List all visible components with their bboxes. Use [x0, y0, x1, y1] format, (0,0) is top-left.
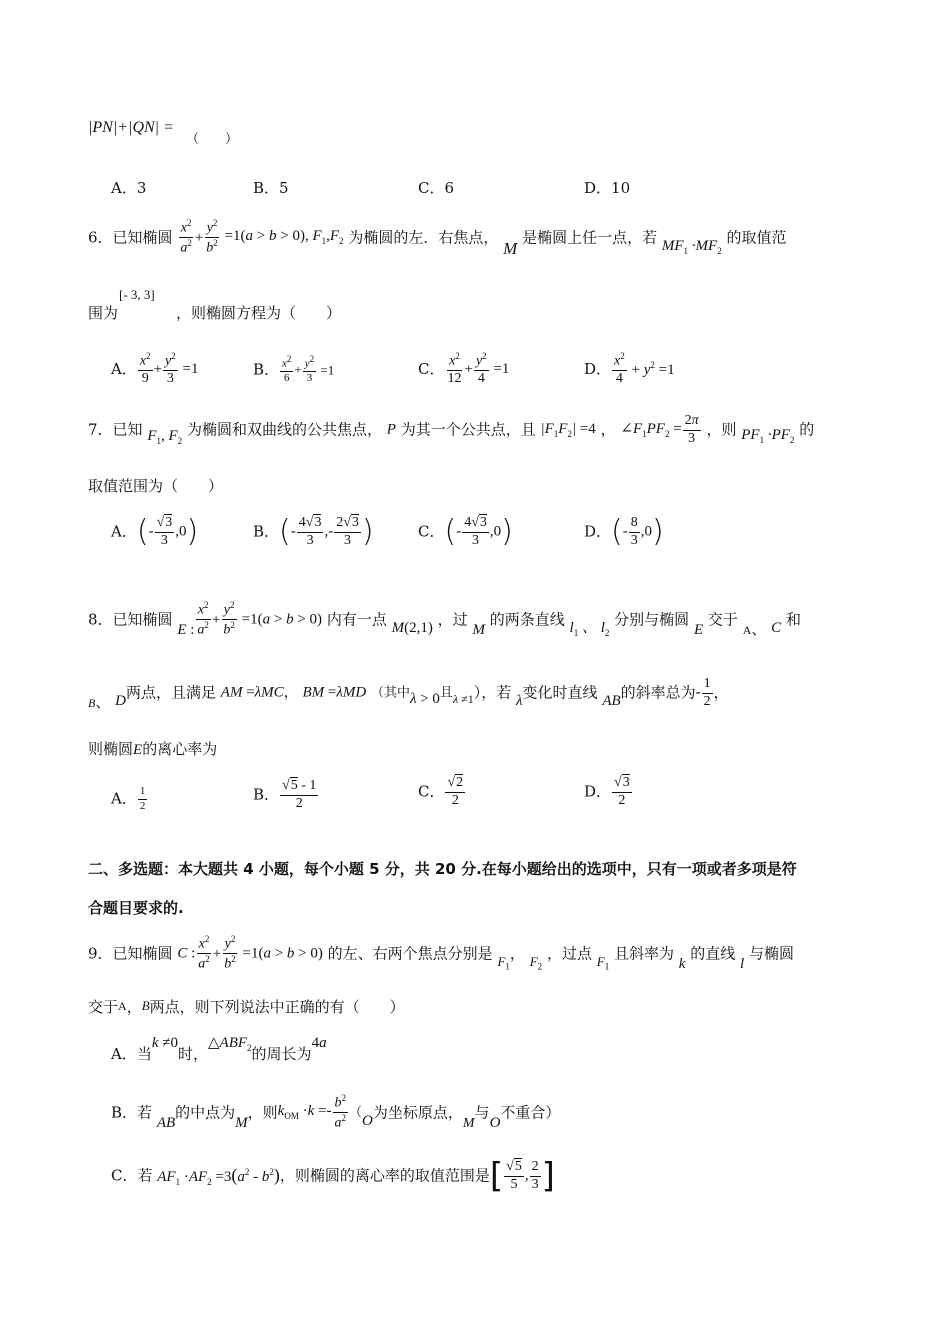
- q6-option-d: D． $\frac{x^2}{4}$ + $y^2 =1$: [584, 351, 675, 387]
- q8-stem-line1: 8．已知椭圆 E : $\frac{x^2}{a^2}$ + $\frac{y^2}{b^2}$ =1(a > b > 0) 内有一点 M(2,1) ，过 M 的两条直线 $l_1$ 、 $l_2$ 分别与椭圆 E 交于 $_A$、 C 和: [88, 600, 801, 638]
- q8-option-b: B． $\frac{√5 - 1}{2}$: [253, 778, 317, 811]
- q7-stem-line1: 7．已知 $F_1$, $F_2$ 为椭圆和双曲线的公共焦点， P 为其一个公共点，且 $|F_1F_2| =4$ ， $\angle F_1PF_2$ = $\frac{2\pi}{3}$ ，则 $PF_1 \cdot PF_2$ 的: [88, 413, 815, 447]
- q5-expression: |PN|+|QN| =: [88, 119, 174, 136]
- q5-option-b: B．5: [253, 179, 289, 197]
- q5-option-c: C．6: [418, 179, 455, 197]
- q7-stem-line2: 取值范围为（ ）: [88, 477, 224, 495]
- q9-option-a: A．当k ≠0时，$\triangle ABF_2$的周长为4a: [111, 1035, 327, 1063]
- q6-stem-line1: 6．已知椭圆 $\frac{x^2}{a^2}$ + $\frac{y^2}{b^2}$ =1(a > b > 0), $F_1,F_2$ 为椭圆的左．右焦点， M 是椭圆上任一点，若 $MF_1 \cdot MF_2$ 的取值范: [88, 218, 787, 258]
- q7-option-d: D．(- $\frac{8}{3}$ ,0): [584, 514, 664, 550]
- q6-text-5: ，则椭圆方程为（ ）: [176, 304, 342, 322]
- q6-option-a: A． $\frac{x^2}{9}$ + $\frac{y^2}{3}$ =1: [111, 351, 199, 387]
- q5-blank: （ ）: [186, 132, 239, 147]
- section-2-heading-line2: 合题目要求的.: [88, 899, 184, 917]
- q8-option-a: A． $\frac{1}{2}$: [111, 785, 146, 812]
- q9-stem-line2: 交于A，B两点，则下列说法中正确的有（ ）: [88, 998, 405, 1016]
- q7-option-a: A．(- $\frac{√3}{3}$ ,0): [111, 514, 199, 550]
- q6-text-3: 的取值范: [726, 228, 787, 247]
- q5-option-a: A．3: [111, 179, 147, 197]
- q8-stem-line2: $_B$、 D两点，且满足 AM =λMC， BM =λMD （其中λ > 0且$_{\lambda \ne 1}$），若 λ变化时直线 AB的斜率总为- $\frac{1}{2}$ ，: [88, 676, 729, 712]
- section-2-heading-line1: 二、多选题：本大题共 4 小题，每个小题 5 分，共 20 分.在每小题给出的选项中，只有一项或者多项是符: [88, 860, 797, 878]
- q6-stem-line2: [88, 306, 341, 321]
- q6-option-b: B． $\frac{x^2}{6}$ + $\frac{y^2}{3}$ =1: [253, 354, 335, 385]
- q7-option-c: C．(- $\frac{4√3}{3}$ ,0): [418, 514, 513, 550]
- q9-option-c: C．若 $AF_1 \cdot AF_2 =3(a^2 - b^2)$，则椭圆的离心率的取值范围是[ $\frac{√5}{5}$ , $\frac{2}{3}$ ]: [111, 1156, 555, 1196]
- q8-option-c: C． $\frac{√2}{2}$: [418, 775, 464, 808]
- q7-option-b: B．(- $\frac{4√3}{3}$ ,- $\frac{2√3}{3}$ ): [253, 514, 374, 550]
- q6-text-2: 是椭圆上任一点，若: [522, 228, 658, 247]
- q9-stem-line1: 9．已知椭圆 C : $\frac{x^2}{a^2}$ + $\frac{y^2}{b^2}$ =1(a > b > 0) 的左、右两个焦点分别是 $F_1$， $F_2$ ，过点 $F_1$ 且斜率为 k 的直线 l 与椭圆: [88, 934, 794, 972]
- q9-option-b: B．若 AB的中点为M，则$k_{OM} \cdot k$ =- $\frac{b^2}{a^2}$ （O为坐标原点，M与O不重合）: [111, 1093, 561, 1131]
- q6-text-4: 围为: [88, 304, 119, 322]
- q6-range: [- 3, 3]: [119, 287, 155, 302]
- q6-number: 6．已知椭圆: [88, 228, 173, 247]
- q6-text-1: 为椭圆的左．右焦点，: [348, 228, 499, 247]
- q6-option-c: C． $\frac{x^2}{12}$ + $\frac{y^2}{4}$ =1: [418, 351, 510, 387]
- q8-stem-line3: 则椭圆E的离心率为: [88, 740, 218, 758]
- q8-option-d: D． $\frac{√3}{2}$: [584, 775, 630, 808]
- q5-option-d: D．10: [584, 179, 631, 197]
